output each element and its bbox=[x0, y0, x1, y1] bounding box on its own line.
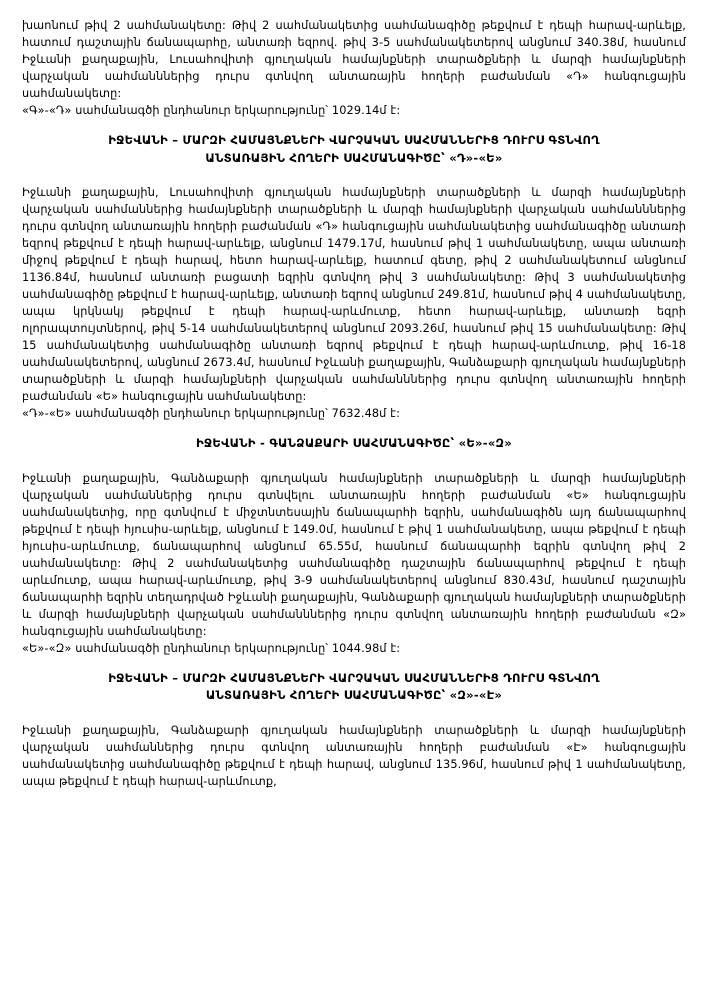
heading-d-e-line-1: ԻՋԵՎԱՆԻ – ՄԱՐԶԻ ՀԱՄԱՅՆՔՆԵՐԻ ՎԱՐՉԱԿԱՆ ՍԱՀՄԱՆՆԵՐԻՑ ԴՈՒՐՍ ԳՏՆՎՈՂ bbox=[108, 133, 600, 147]
summary-line-e-z: «Ե»-«Զ» սահմանագծի ընդհանուր երկարությունը՝ 1044.98մ է: bbox=[22, 641, 401, 655]
spacer bbox=[22, 167, 686, 184]
summary-line-d-e: «Դ»-«Ե» սահմանագծի ընդհանուր երկարությունը՝ 7632.48մ է: bbox=[22, 407, 401, 420]
paragraph-z-e2: Իջևանի քաղաքային, Գանձաքարի գյուղական համայնքների տարածքների և մարզի համայնքների վարչական սահմաններից դուրս գտնվող անտառային հողերի բաժանման «Է» հանգուցային սահմանակետից սահմանագիծը թեքվում է դեպի հարավ, անցնում 135.96մ, հասնում թիվ 1 սահմանակետը, ապա թեքվում է դեպի հարավ-արևմուտք, bbox=[22, 723, 686, 788]
heading-z-e2-line-1: ԻՋԵՎԱՆԻ – ՄԱՐԶԻ ՀԱՄԱՅՆՔՆԵՐԻ ՎԱՐՉԱԿԱՆ ՍԱՀՄԱՆՆԵՐԻՑ ԴՈՒՐՍ ԳՏՆՎՈՂ bbox=[108, 670, 600, 685]
heading-z-e2-line-2: ԱՆՏԱՌԱՅԻՆ ՀՈՂԵՐԻ ՍԱՀՄԱՆԱԳԻԾԸ՝ «Զ»-«Է» bbox=[205, 688, 503, 702]
paragraph-d-e: Իջևանի քաղաքային, Լուսահովիտի գյուղական համայնքների տարածքների և մարզի համայնքների վարչական սահմաններից համայնքների տարածքների և մարզի համայնքների վարչական սահմանններից դուրս գտնվող անտառային հողերի բաժանման «Դ» հանգուցային սահմանակետից սահմանագիծը անտառի եզրով թեքվում է դեպի հարավ-արևելք, անցնում 1479.17մ, հասնում թիվ 1 սահմանակետը, ապա անտառի միջով թեքվում է դեպի հարավ, հետո հարավ-արևելք, հատում գետը, թիվ 2 սահմանակետում անցնում 1136.84մ, հասնում անտառի բացատի եզրին գտնվող թիվ 3 սահմանակետը: Թիվ 3 սահմանակետից սահմանագիծը թեքվում է հարավ-արևելք, անտառի եզրով անցնում 249.81մ, հասնում թիվ 4 սահմանակետը, ապա կրկնակյ թեքվում է դեպի հարավ-արևմուտք, հետո հարավ-արևելք, անտառի եզրի ոլորապտույտներով, թիվ 5-14 սահմանակետերով անցնում 2093.26մ, հասնում թիվ 15 սահմանակետը: Թիվ 15 սահմանակետից սահմանագիծը անտառի եզրով թեքվում է դեպի հարավ-արևմուտք, թիվ 16-18 սահմանակետերով, անցնում 2673.4մ, հասնում Իջևանի քաղաքային, Գանձաքարի գյուղական համայնքների տարածքների և մարզի համայնքների վարչական սահմանններից դուրս գտնվող անտառային հողերի բաժանման «Ե» հանգուցային սահմանակետը: bbox=[22, 186, 686, 403]
paragraph-intro: խաոնում թիվ 2 սահմանակետը: Թիվ 2 սահմանակետից սահմանագիծը թեքվում է դեպի հարավ-արևելք, հատում դաշտային ճանապարհը, անտառի եզրով. թիվ 3-5 սահմանակետերով անցնում 340.38մ, հասնում Իջևանի քաղաքային, Լուսահովիտի գյուղական համայնքների տարածքների և մարզի համայնքների վարչական սահմանններից դուրս գտնվող անտառային հողերի բաժանման «Դ» հանգուցային սահմանակետը: bbox=[22, 19, 686, 100]
heading-z-e2 bbox=[22, 670, 686, 705]
heading-e-z-line-1: ԻՋԵՎԱՆԻ - ԳԱՆՁԱՔԱՐԻ ՍԱՀՄԱՆԱԳԻԾԸ՝ «Ե»-«Զ» bbox=[195, 436, 513, 450]
paragraph-e-z: Իջևանի քաղաքային, Գանձաքարի գյուղական համայնքների տարածքների և մարզի համայնքների վարչական սահմաններից դուրս գտնվելու անտառային հողերի բաժանման «Ե» հանգուցային սահմանակետից, որը գտնվում է միջտնտեսային ճանապարհի եզրին, սահմանագիծն այդ ճանապարհով թեքվում է դեպի հյուսիս-արևելք, անցնում է 149.0մ, հասնում է թիվ 1 սահմանակետը, ապա թեքվում է դեպի հյուսիս-արևմուտք, ճանապարհով անցնում 65.55մ, հասնում ճանապարհի եզրին գտնվող թիվ 2 սահմանակետը: Թիվ 2 սահմանակետից սահմանագիծը դաշտային ճանապարհով թեքվում է դեպի արևմուտք, ապա հարավ-արևմուտք, թիվ 3-9 սահմանակետերով անցնում 830.43մ, հասնում դաշտային ճանապարհի եզրին տեղադրված Իջևանի քաղաքային, Գանձաքարի գյուղական համայնքների տարածքների և մարզի համայնքների վարչական սահմանններից դուրս գտնվող անտառային հողերի բաժանման «Զ» հանգուցային սահմանակետը: bbox=[22, 471, 686, 638]
heading-d-e bbox=[22, 132, 686, 167]
spacer bbox=[22, 119, 686, 132]
heading-d-e-line-2: ԱՆՏԱՌԱՅԻՆ ՀՈՂԵՐԻ ՍԱՀՄԱՆԱԳԻԾԸ՝ «Դ»-«Ե» bbox=[205, 150, 503, 165]
spacer bbox=[22, 453, 686, 470]
spacer bbox=[22, 422, 686, 435]
summary-line-g-d: «Գ»-«Դ» սահմանագծի ընդհանուր երկարությունը՝ 1029.14մ է: bbox=[22, 104, 401, 117]
spacer bbox=[22, 657, 686, 670]
spacer bbox=[22, 705, 686, 722]
heading-e-z bbox=[22, 435, 686, 453]
